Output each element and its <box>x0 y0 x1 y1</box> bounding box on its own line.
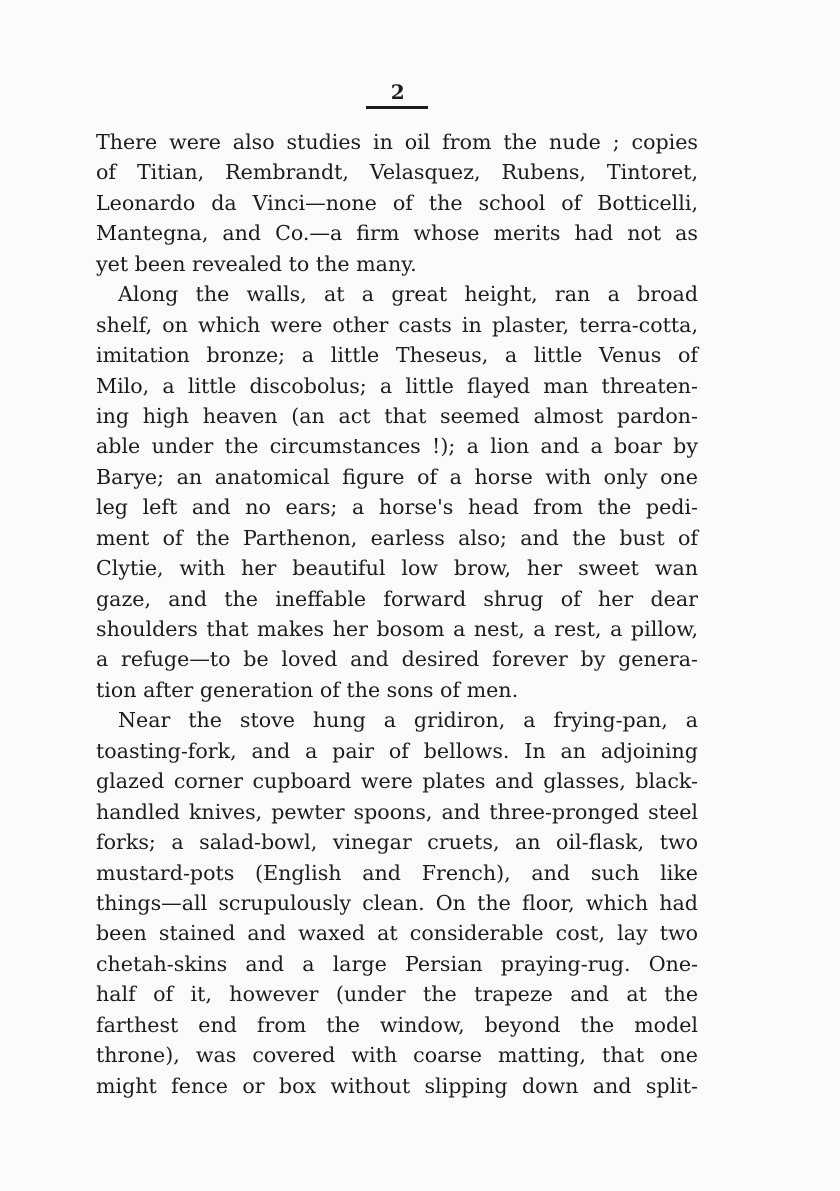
text-line: shelf, on which were other casts in plaster, terra-cotta, <box>96 312 698 337</box>
header-rule <box>366 106 428 109</box>
text-line: toasting-fork, and a pair of bellows. In an adjoining <box>96 738 698 763</box>
text-line: half of it, however (under the trapeze and at the <box>96 982 698 1007</box>
text-line: imitation bronze; a little Theseus, a little Venus of <box>96 343 698 368</box>
text-line: been stained and waxed at considerable cost, lay two <box>96 921 698 946</box>
text-line: Barye; an anatomical figure of a horse with only one <box>96 464 698 489</box>
text-line: throne), was covered with coarse matting, that one <box>96 1043 698 1068</box>
text-line: Along the walls, at a great height, ran a broad <box>118 282 698 307</box>
text-line: forks; a salad-bowl, vinegar cruets, an oil-flask, two <box>96 830 698 855</box>
text-line: yet been revealed to the many. <box>96 251 417 276</box>
text-line: glazed corner cupboard were plates and glasses, black- <box>96 769 698 794</box>
text-line: Milo, a little discobolus; a little flayed man threaten- <box>96 373 698 398</box>
text-line: farthest end from the window, beyond the model <box>96 1012 698 1037</box>
text-line: Clytie, with her beautiful low brow, her sweet wan <box>96 556 698 581</box>
text-line: ing high heaven (an act that seemed almost pardon- <box>96 403 698 428</box>
text-line: of Titian, Rembrandt, Velasquez, Rubens, Tintoret, <box>96 160 698 185</box>
text-line: tion after generation of the sons of men. <box>96 677 519 702</box>
text-line: shoulders that makes her bosom a nest, a rest, a pillow, <box>96 617 698 641</box>
text-line: leg left and no ears; a horse's head from the pedi- <box>96 495 698 520</box>
text-line: might fence or box without slipping down and split- <box>96 1073 698 1098</box>
text-line: Leonardo da Vinci—none of the school of Botticelli, <box>96 190 698 215</box>
text-line: Mantegna, and Co.—a firm whose merits had not as <box>96 221 698 246</box>
text-line: a refuge—to be loved and desired forever by genera- <box>96 647 698 672</box>
text-line: gaze, and the ineffable forward shrug of her dear <box>96 586 698 611</box>
text-line: There were also studies in oil from the nude ; copies <box>96 130 698 154</box>
text-line: able under the circumstances !); a lion and a boar by <box>96 434 698 459</box>
text-line: ment of the Parthenon, earless also; and the bust of <box>96 525 698 550</box>
text-line: handled knives, pewter spoons, and three-pronged steel <box>96 799 698 824</box>
text-line: mustard-pots (English and French), and such like <box>96 860 698 885</box>
text-line: chetah-skins and a large Persian praying-rug. One- <box>96 951 698 976</box>
text-line: things—all scrupulously clean. On the floor, which had <box>96 890 698 915</box>
page-number: 2 <box>390 80 406 104</box>
body-text <box>96 127 698 1101</box>
text-line: Near the stove hung a gridiron, a frying-pan, a <box>118 708 698 733</box>
